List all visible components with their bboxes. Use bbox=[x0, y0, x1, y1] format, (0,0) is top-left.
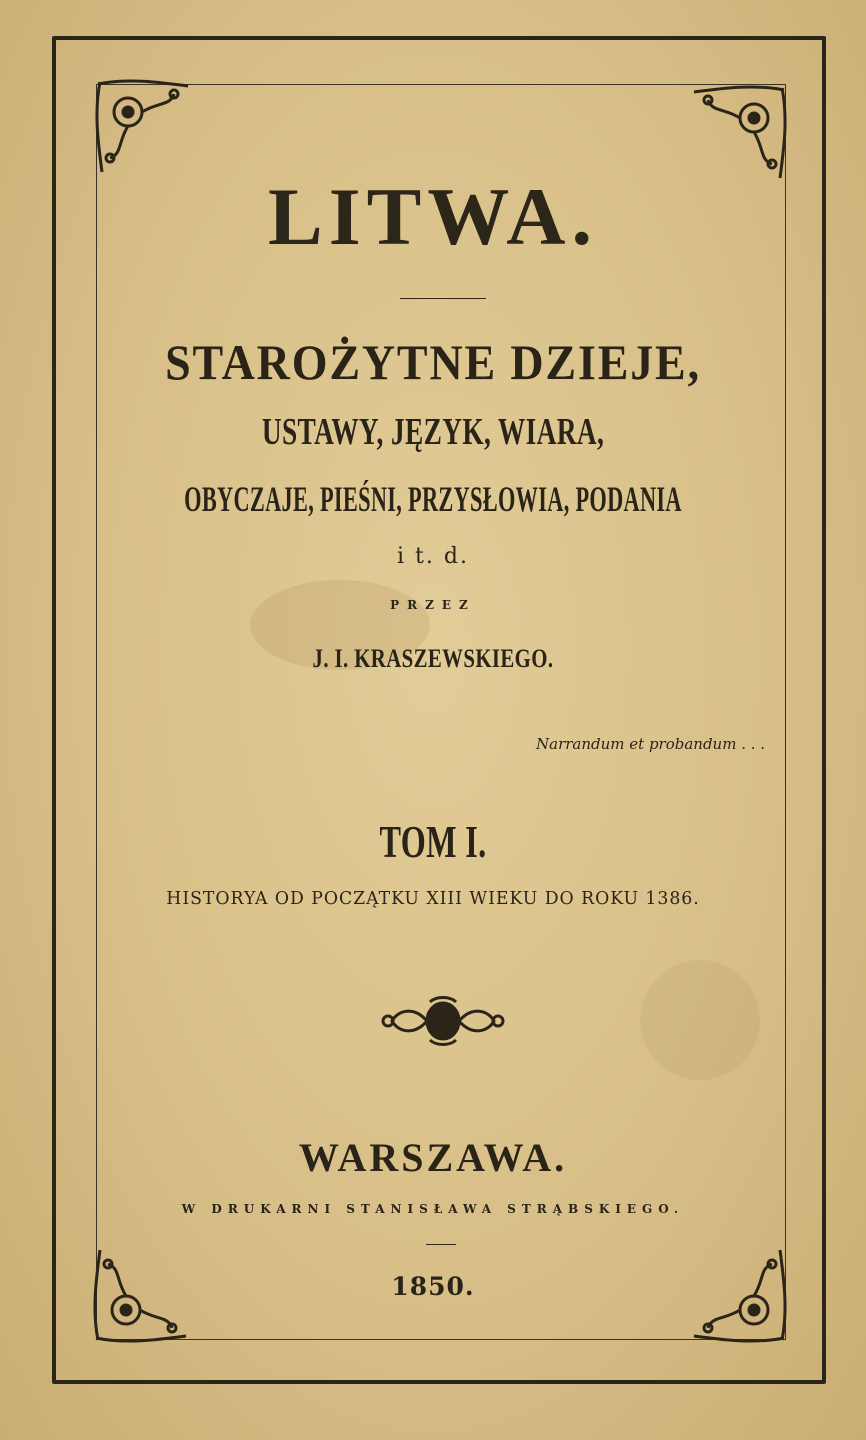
volume-subtitle: HISTORYA OD POCZĄTKU XIII WIEKU DO ROKU 1386. bbox=[166, 888, 700, 909]
volume-label: TOM I. bbox=[379, 816, 487, 867]
etc-text: i t. d. bbox=[397, 544, 469, 569]
publication-place: WARSZAWA. bbox=[298, 1135, 568, 1180]
title-rule bbox=[400, 298, 486, 299]
printer-line: W DRUKARNI STANISŁAWA STRĄBSKIEGO. bbox=[181, 1202, 685, 1216]
corner-flourish-icon bbox=[88, 72, 198, 182]
motto: Narrandum et probandum . . . bbox=[536, 735, 766, 753]
book-title: LITWA. bbox=[268, 171, 598, 262]
topics-line-1: USTAWY, JĘZYK, WIARA, bbox=[261, 411, 605, 453]
book-subtitle: STAROŻYTNE DZIEJE, bbox=[165, 334, 701, 390]
year-rule bbox=[426, 1244, 456, 1245]
author-name: J. I. KRASZEWSKIEGO. bbox=[312, 644, 554, 673]
by-label: PRZEZ bbox=[390, 598, 476, 612]
publication-year: 1850. bbox=[391, 1272, 475, 1301]
topics-line-2: OBYCZAJE, PIEŚNI, PRZYSŁOWIA, PODANIA bbox=[184, 479, 682, 519]
fleuron-icon bbox=[378, 992, 508, 1050]
